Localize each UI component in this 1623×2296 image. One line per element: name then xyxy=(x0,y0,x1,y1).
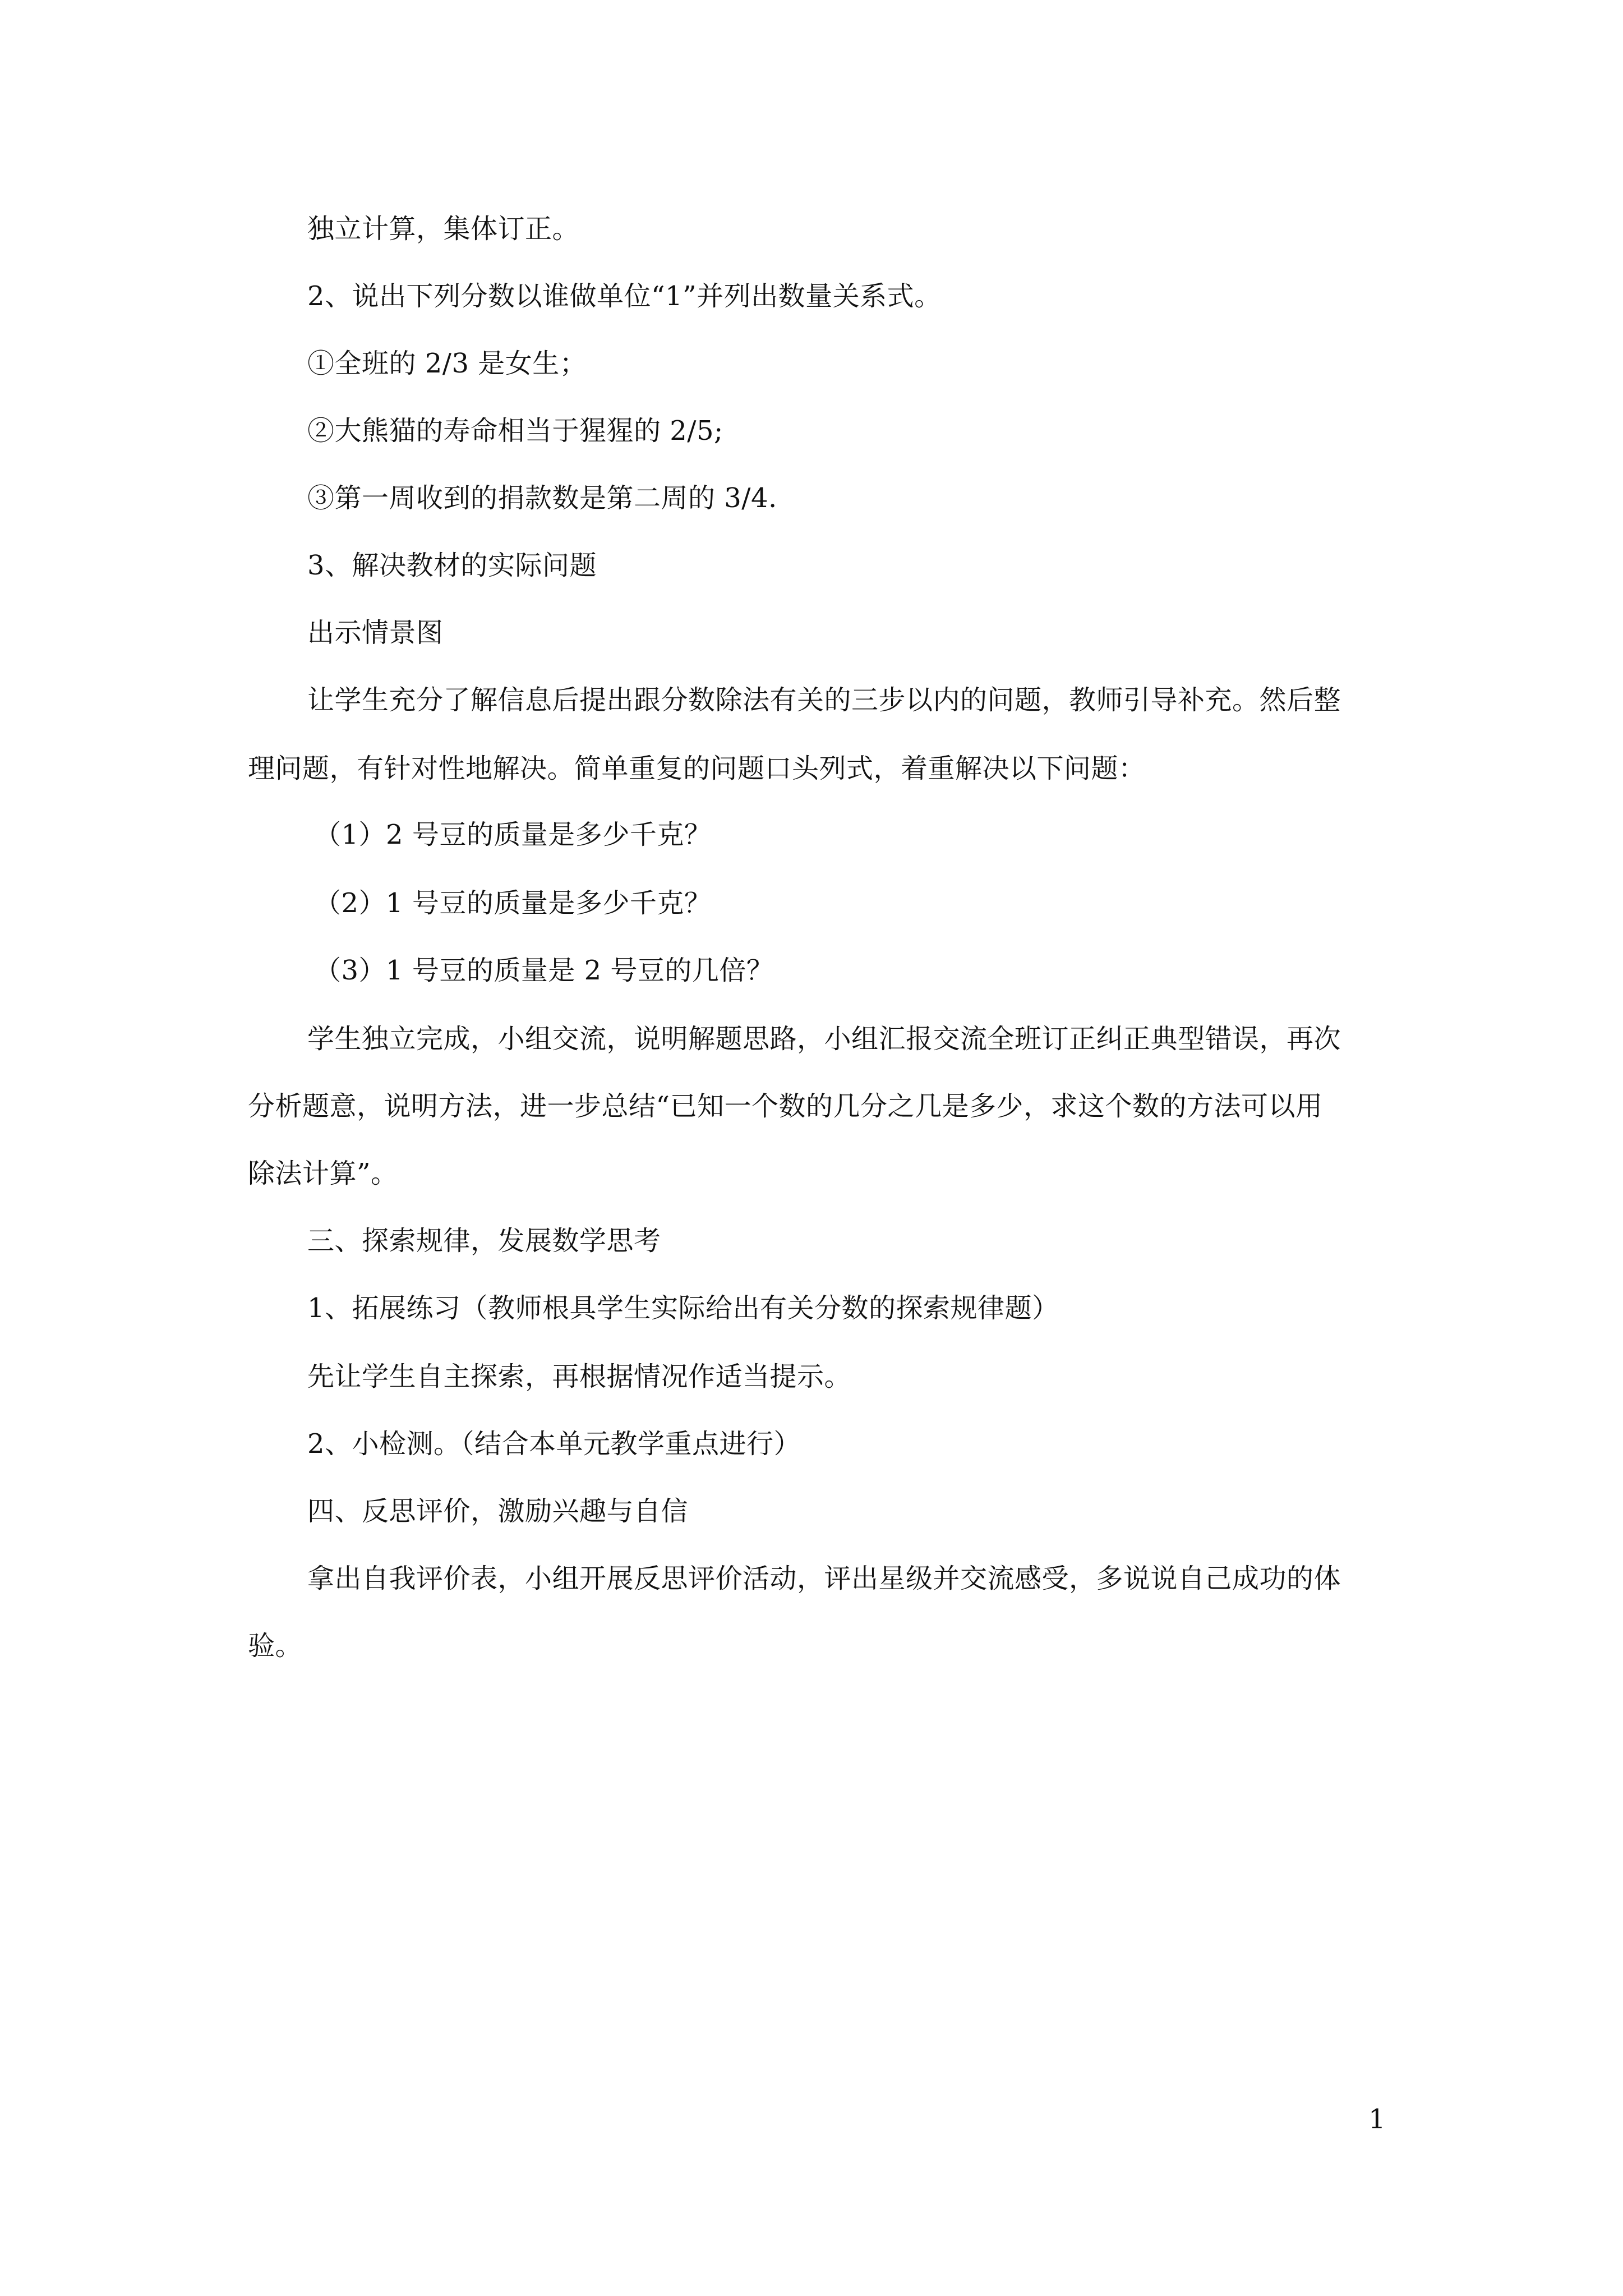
text-line: ①全班的 2/3 是女生； xyxy=(307,348,587,379)
text-line: 独立计算，集体订正。 xyxy=(307,213,580,245)
text-line: 1、拓展练习（教师根具学生实际给出有关分数的探索规律题） xyxy=(307,1292,1059,1324)
text-line: 2、小检测。（结合本单元教学重点进行） xyxy=(307,1428,801,1460)
text-line: 验。 xyxy=(248,1630,303,1662)
text-line: 先让学生自主探索，再根据情况作适当提示。 xyxy=(307,1361,852,1392)
text-line: 让学生充分了解信息后提出跟分数除法有关的三步以内的问题，教师引导补充。然后整 xyxy=(307,684,1341,716)
text-line: 3、解决教材的实际问题 xyxy=(307,550,597,581)
text-line: （1）2 号豆的质量是多少千克？ xyxy=(314,819,712,850)
text-line: （2）1 号豆的质量是多少千克？ xyxy=(314,887,712,919)
text-line: ③第一周收到的捐款数是第二周的 3/4. xyxy=(307,482,777,514)
text-line: 三、探索规律，发展数学思考 xyxy=(307,1225,661,1257)
text-line: 理问题，有针对性地解决。简单重复的问题口头列式，着重解决以下问题： xyxy=(248,753,1146,784)
text-line: （3）1 号豆的质量是 2 号豆的几倍？ xyxy=(314,955,774,986)
text-line: ②大熊猫的寿命相当于猩猩的 2/5; xyxy=(307,415,723,447)
text-line: 分析题意，说明方法，进一步总结“已知一个数的几分之几是多少，求这个数的方法可以用 xyxy=(248,1091,1323,1122)
page-number: 1 xyxy=(1368,2104,1386,2135)
text-line: 学生独立完成，小组交流，说明解题思路，小组汇报交流全班订正纠正典型错误，再次 xyxy=(307,1023,1341,1055)
text-line: 2、说出下列分数以谁做单位“1”并列出数量关系式。 xyxy=(307,280,942,312)
text-line: 四、反思评价，激励兴趣与自信 xyxy=(307,1496,689,1527)
text-line: 拿出自我评价表，小组开展反思评价活动，评出星级并交流感受，多说说自己成功的体 xyxy=(307,1563,1341,1594)
text-line: 出示情景图 xyxy=(307,617,444,648)
text-line: 除法计算”。 xyxy=(248,1158,398,1189)
